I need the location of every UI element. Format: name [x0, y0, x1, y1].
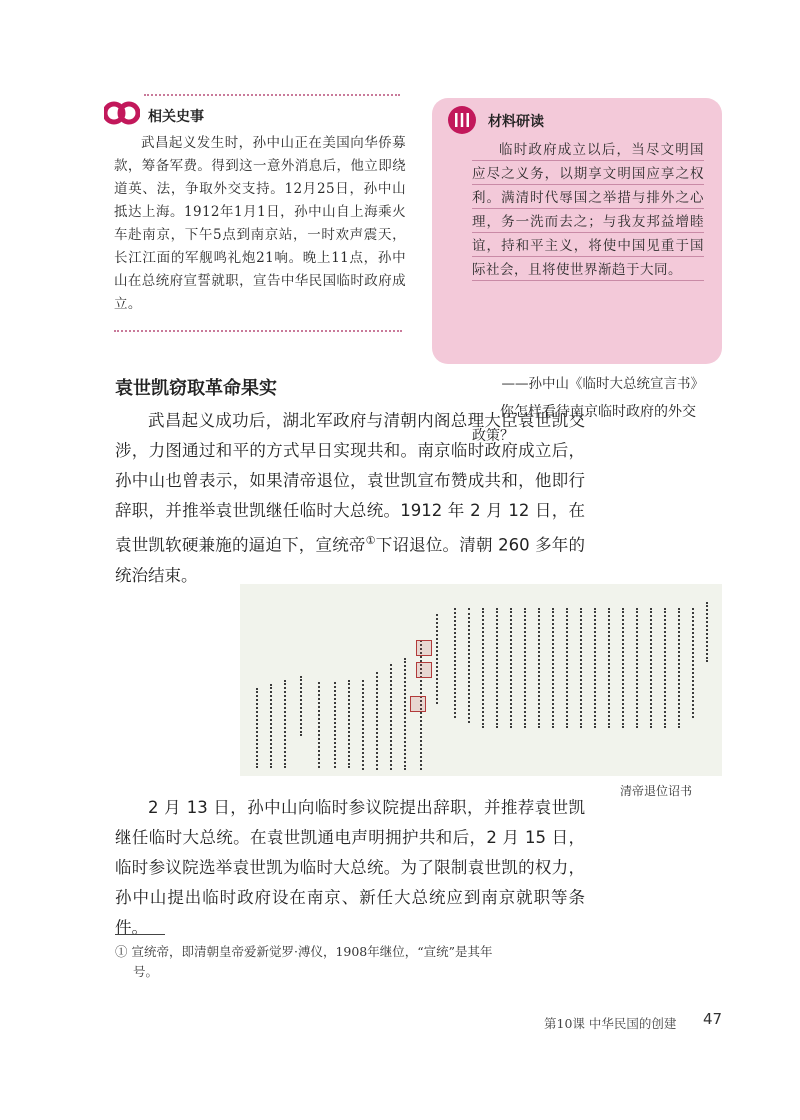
edict-text-column [566, 608, 574, 728]
edict-text-column [334, 682, 342, 768]
paragraph-2: 2 月 13 日，孙中山向临时参议院提出辞职，并推荐袁世凯继任临时大总统。在袁世凯通电声明拥护共和后，2 月 15 日，临时参议院选举袁世凯为临时大总统。为了限制袁世凯的权力，孙中山提出临时政府设在南京、新任大总统应到南京就职等条件。 [115, 798, 585, 937]
edict-text-column [362, 680, 370, 770]
edict-text-column [552, 608, 560, 728]
edict-text-column [348, 680, 356, 768]
history-icon [104, 98, 140, 128]
edict-text-column [436, 614, 444, 704]
bottom-dotted-divider [114, 330, 402, 332]
edict-text-column [256, 688, 264, 768]
footer-lesson-title: 第10课 中华民国的创建 [544, 1016, 677, 1031]
edict-text-column [622, 608, 630, 728]
edict-text-column [318, 682, 326, 768]
edict-text-column [300, 676, 308, 736]
paragraph-1 [115, 406, 585, 591]
history-box-title: 相关史事 [148, 109, 204, 125]
edict-text-column [636, 608, 644, 728]
edict-text-column [650, 608, 658, 728]
edict-text-column [524, 608, 532, 728]
edict-seal [416, 640, 432, 656]
history-box [104, 92, 404, 332]
history-box-body: 武昌起义发生时，孙中山正在美国向华侨募款，筹备军费。得到这一意外消息后，他立即绕道英、法，争取外交支持。12月25日，孙中山抵达上海。1912年1月1日，孙中山自上海乘火车赴南京，下午5点到南京站，一时欢声震天，长江江面的军舰鸣礼炮21响。晚上11点，孙中山在总统府宣誓就职，宣告中华民国临时政府成立。 [114, 135, 406, 312]
material-question: 你怎样看待南京临时政府的外交政策？ [472, 404, 696, 444]
footnote-marker: ① [365, 534, 376, 547]
edict-text-column [580, 608, 588, 728]
top-dotted-divider [144, 94, 400, 96]
edict-seal [416, 662, 432, 678]
edict-text-column [390, 664, 398, 770]
page-number: 47 [703, 1010, 723, 1028]
edict-text-column [284, 680, 292, 768]
edict-text-column [270, 684, 278, 768]
figure-caption: 清帝退位诏书 [620, 784, 693, 798]
paragraph-1-part-b: 下诏退位。清朝 260 多年的统治结束。 [115, 535, 585, 585]
edict-text-column [454, 608, 462, 718]
paragraph-1-part-a: 武昌起义成功后，湖北军政府与清朝内阁总理大臣袁世凯交涉，力图通过和平的方式早日实现共和。南京临时政府成立后，孙中山也曾表示，如果清帝退位，袁世凯宣布赞成共和，他即行辞职，并推举袁世凯继任临时大总统。1912 年 2 月 12 日，在袁世凯软硬兼施的逼迫下，宣统帝 [115, 411, 585, 555]
edict-text-column [594, 608, 602, 728]
edict-text-column [376, 672, 384, 770]
material-source: ——孙中山《临时大总统宣言书》 [501, 376, 704, 392]
footnote-rule [115, 934, 165, 935]
edict-text-column [510, 608, 518, 728]
footnote: ① 宣统帝，即清朝皇帝爱新觉罗·溥仪，1908年继位，“宣统”是其年号。 [115, 944, 493, 979]
edict-text-column [468, 608, 476, 723]
material-quote: 临时政府成立以后，当尽文明国应尽之义务，以期享文明国应享之权利。满清时代辱国之举措与排外之心理，务一洗而去之；与我友邦益增睦谊，持和平主义，将使中国见重于国际社会，且将使世界渐趋于大同。 [472, 138, 704, 282]
edict-text-column [706, 602, 714, 662]
section-heading: 袁世凯窃取革命果实 [115, 378, 277, 399]
edict-text-column [678, 608, 686, 728]
material-box [432, 98, 722, 444]
edict-text-column [496, 608, 504, 728]
edict-text-column [664, 608, 672, 728]
edict-text-column [482, 608, 490, 728]
edict-text-column [538, 608, 546, 728]
material-icon [448, 106, 476, 134]
abdication-edict-image [240, 584, 722, 776]
material-box-title: 材料研读 [488, 114, 544, 130]
edict-text-column [608, 608, 616, 728]
edict-text-column [404, 658, 412, 770]
edict-seal [410, 696, 426, 712]
edict-text-column [692, 608, 700, 718]
